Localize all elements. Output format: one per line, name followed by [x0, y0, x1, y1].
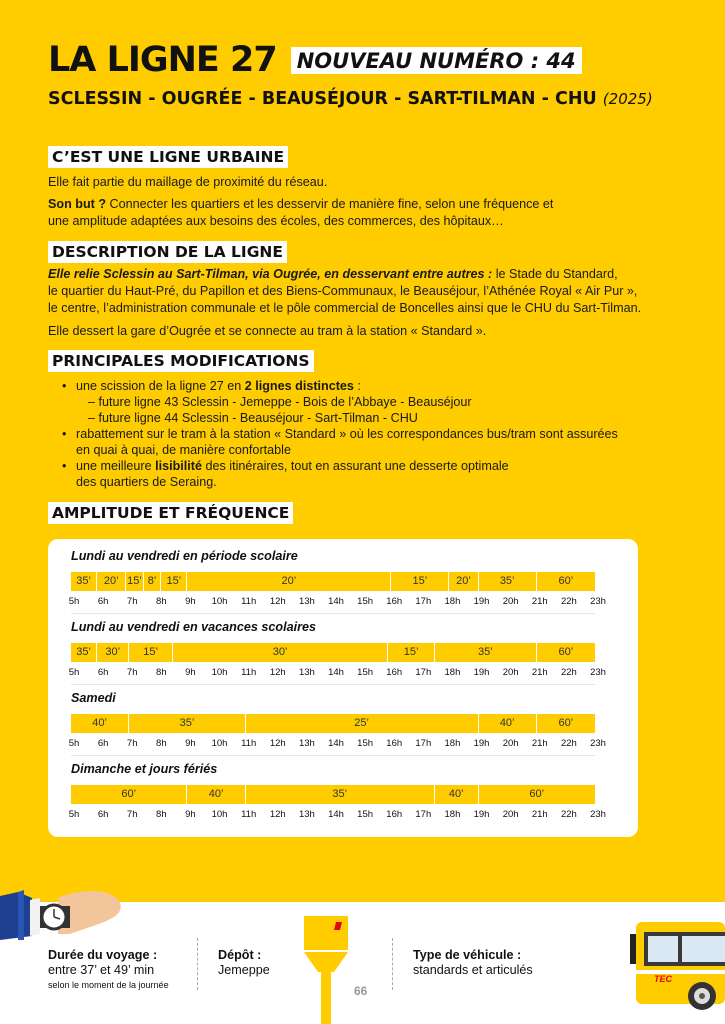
urbaine-paragraph-1: Elle fait partie du maillage de proximité du réseau. — [48, 175, 328, 189]
hour-label: 19h — [473, 738, 490, 749]
hour-label: 20h — [502, 667, 519, 678]
hour-label: 12h — [269, 738, 286, 749]
bus-icon — [630, 918, 725, 1010]
frequency-segment: 40’ — [435, 785, 479, 804]
hour-label: 9h — [185, 738, 196, 749]
frequency-segment: 60’ — [558, 717, 574, 729]
hour-label: 11h — [241, 809, 257, 820]
hour-label: 20h — [502, 596, 519, 607]
hour-label: 6h — [97, 809, 109, 820]
title-row — [48, 40, 582, 80]
hour-label: 5h — [68, 738, 80, 749]
divider — [197, 938, 198, 990]
hour-label: 12h — [269, 596, 286, 607]
frequency-segment: 8’ — [144, 572, 161, 591]
hour-label: 14h — [328, 667, 344, 678]
duree-note: selon le moment de la journée — [48, 980, 169, 990]
mod-sub-ligne-43: – future ligne 43 Sclessin - Jemeppe - Bois de l’Abbaye - Beauséjour — [88, 395, 472, 409]
frequency-segment: 40’ — [71, 714, 129, 733]
frequency-bar — [71, 785, 595, 804]
hour-label: 11h — [241, 596, 257, 607]
frequency-segment: 35’ — [129, 714, 245, 733]
hour-label: 21h — [531, 738, 548, 749]
hour-label: 23h — [590, 738, 606, 749]
frequency-segment: 35’ — [71, 572, 97, 591]
depot-label: Dépôt : — [218, 948, 262, 962]
description-paragraph-2: Elle dessert la gare d’Ougrée et se connecte au tram à la station « Standard ». — [48, 324, 487, 338]
vehicule-value: standards et articulés — [413, 963, 533, 977]
hour-label: 7h — [126, 667, 138, 678]
mod-sub-ligne-44: – future ligne 44 Sclessin - Beauséjour - Sart-Tilman - CHU — [88, 411, 418, 425]
hour-label: 17h — [415, 596, 432, 607]
hour-label: 6h — [97, 667, 109, 678]
hour-label: 13h — [298, 596, 315, 607]
description-line3: le centre, l’administration communale et le pôle commercial de Boncelles ainsi que le CHU du Sart-Tilman. — [48, 301, 642, 315]
frequency-bar — [71, 572, 595, 591]
frequency-segment: 40’ — [479, 714, 537, 733]
mod-item3-line2: des quartiers de Seraing. — [76, 475, 217, 489]
hour-label: 9h — [185, 809, 196, 820]
son-but-line2: une amplitude adaptées aux besoins des écoles, des commerces, des hôpitaux… — [48, 214, 504, 228]
hour-label: 19h — [473, 667, 490, 678]
frequency-bar — [71, 643, 595, 662]
heading-description: DESCRIPTION DE LA LIGNE — [48, 241, 287, 263]
hour-label: 17h — [415, 738, 432, 749]
mod-item1-post: : — [353, 379, 361, 393]
heading-amplitude: AMPLITUDE ET FRÉQUENCE — [48, 502, 293, 524]
hour-label: 13h — [298, 738, 315, 749]
duree-value: entre 37’ et 49’ min — [48, 963, 155, 977]
route-year: (2025) — [602, 90, 653, 108]
mod-item3-pre: une meilleure — [76, 459, 156, 473]
mod-item1-bold: 2 lignes distinctes — [244, 379, 354, 393]
hour-axis — [68, 809, 606, 821]
hour-label: 7h — [126, 809, 138, 820]
hour-label: 14h — [328, 809, 344, 820]
hour-label: 16h — [386, 809, 403, 820]
hour-label: 14h — [328, 596, 344, 607]
hour-label: 18h — [444, 809, 461, 820]
hour-label: 22h — [560, 809, 577, 820]
hour-label: 6h — [97, 596, 109, 607]
hour-label: 11h — [241, 667, 257, 678]
new-number-badge: NOUVEAU NUMÉRO : 44 — [291, 47, 582, 74]
frequency-segment: 60’ — [558, 575, 574, 587]
vehicule-label: Type de véhicule : — [413, 948, 522, 962]
list-item — [60, 378, 618, 426]
description-line1-rest: le Stade du Standard, — [492, 267, 618, 281]
hour-label: 22h — [560, 738, 577, 749]
urbaine-paragraph-2 — [48, 196, 553, 230]
hour-label: 18h — [444, 738, 461, 749]
hour-label: 23h — [590, 596, 606, 607]
hour-axis — [68, 738, 606, 750]
depot-value: Jemeppe — [218, 963, 270, 977]
hour-label: 22h — [560, 667, 577, 678]
hour-label: 15h — [357, 596, 374, 607]
son-but-label: Son but ? — [48, 197, 107, 211]
hour-label: 23h — [590, 809, 606, 820]
schedule-title: Samedi — [71, 691, 116, 705]
hour-label: 17h — [415, 667, 432, 678]
description-lead: Elle relie Sclessin au Sart-Tilman, via Ougrée, en desservant entre autres : — [48, 267, 493, 281]
divider — [71, 684, 595, 685]
hour-label: 15h — [357, 738, 374, 749]
hour-label: 9h — [185, 667, 196, 678]
hour-label: 7h — [126, 596, 138, 607]
hour-label: 21h — [531, 667, 548, 678]
frequency-segment: 60’ — [71, 785, 187, 804]
mod-item2-line2: en quai à quai, de manière confortable — [76, 443, 291, 457]
son-but-line1: Connecter les quartiers et les desservir de manière fine, selon une fréquence et — [106, 197, 554, 211]
page-number: 66 — [354, 984, 368, 998]
frequency-segment: 15’ — [129, 643, 173, 662]
hour-label: 10h — [211, 667, 228, 678]
page-title: LA LIGNE 27 — [48, 40, 277, 80]
frequency-segment: 25’ — [246, 714, 479, 733]
frequency-segment: 15’ — [391, 572, 449, 591]
divider — [71, 613, 595, 614]
heading-ligne-urbaine: C’EST UNE LIGNE URBAINE — [48, 146, 288, 168]
frequency-segment: 20’ — [97, 572, 126, 591]
frequency-segment: 30’ — [173, 643, 388, 662]
frequency-segment: 15’ — [161, 572, 187, 591]
bus-stop-sign-icon — [304, 916, 350, 1024]
hour-label: 16h — [386, 667, 403, 678]
schedule-title: Lundi au vendredi en vacances scolaires — [71, 620, 316, 634]
hour-label: 8h — [156, 738, 167, 749]
mod-item3-bold: lisibilité — [155, 459, 202, 473]
frequency-segment: 35’ — [246, 785, 435, 804]
hour-label: 17h — [415, 809, 432, 820]
hour-label: 18h — [444, 596, 461, 607]
hour-label: 13h — [298, 667, 315, 678]
frequency-segment: 20’ — [449, 572, 478, 591]
hour-label: 5h — [68, 809, 80, 820]
hour-label: 15h — [357, 809, 374, 820]
description-line2: le quartier du Haut-Pré, du Papillon et des Biens-Communaux, le Beauséjour, l’Athénée Royal « Air Pur », — [48, 284, 638, 298]
frequency-bar — [71, 714, 595, 733]
divider — [71, 755, 595, 756]
hour-label: 6h — [97, 738, 109, 749]
frequency-segment: 15’ — [126, 572, 143, 591]
modifications-list — [60, 378, 618, 490]
hour-label: 14h — [328, 738, 344, 749]
hour-label: 12h — [269, 667, 286, 678]
hour-label: 18h — [444, 667, 461, 678]
hour-label: 12h — [269, 809, 286, 820]
mod-item1-text: une scission de la ligne 27 en — [76, 379, 245, 393]
wristwatch-icon — [0, 884, 125, 946]
frequency-segment: 60’ — [558, 646, 574, 658]
frequency-segment: 40’ — [187, 785, 245, 804]
hour-axis — [68, 596, 606, 608]
hour-label: 22h — [560, 596, 577, 607]
duree-block — [48, 948, 169, 993]
frequency-segment: 20’ — [187, 572, 391, 591]
hour-label: 10h — [211, 596, 228, 607]
hour-label: 8h — [156, 809, 167, 820]
hour-label: 20h — [502, 738, 519, 749]
schedule-title: Dimanche et jours fériés — [71, 762, 218, 776]
frequency-segment: 30’ — [97, 643, 129, 662]
list-item — [60, 426, 618, 458]
hour-label: 7h — [126, 738, 138, 749]
hour-label: 21h — [531, 596, 548, 607]
list-item — [60, 458, 618, 490]
hour-label: 8h — [156, 596, 167, 607]
frequency-segment: 35’ — [479, 572, 537, 591]
route-text: SCLESSIN - OUGRÉE - BEAUSÉJOUR - SART-TILMAN - CHU — [48, 89, 597, 109]
hour-label: 5h — [68, 596, 80, 607]
hour-axis — [68, 667, 606, 679]
hour-label: 23h — [590, 667, 606, 678]
description-paragraph-1 — [48, 266, 641, 317]
schedule-title: Lundi au vendredi en période scolaire — [71, 549, 298, 563]
hour-label: 10h — [211, 809, 228, 820]
mod-item2-line1: rabattement sur le tram à la station « Standard » où les correspondances bus/tram sont assurées — [76, 427, 618, 441]
heading-modifications: PRINCIPALES MODIFICATIONS — [48, 350, 314, 372]
hour-label: 9h — [185, 596, 196, 607]
route-subtitle — [48, 89, 653, 109]
duree-label: Durée du voyage : — [48, 948, 158, 962]
hour-label: 19h — [473, 809, 490, 820]
hour-label: 21h — [531, 809, 548, 820]
frequency-segment: 60’ — [529, 788, 545, 800]
hour-label: 15h — [357, 667, 374, 678]
hour-label: 20h — [502, 809, 519, 820]
hour-label: 13h — [298, 809, 315, 820]
vehicule-block — [413, 948, 533, 978]
hour-label: 8h — [156, 667, 167, 678]
hour-label: 16h — [386, 738, 403, 749]
frequency-segment: 35’ — [435, 643, 537, 662]
hour-label: 10h — [211, 738, 228, 749]
hour-label: 16h — [386, 596, 403, 607]
frequency-segment: 15’ — [388, 643, 435, 662]
frequency-segment: 35’ — [71, 643, 97, 662]
bus-brand-text: TEC — [654, 974, 672, 984]
hour-label: 11h — [241, 738, 257, 749]
mod-item3-post: des itinéraires, tout en assurant une desserte optimale — [202, 459, 509, 473]
depot-block — [218, 948, 270, 978]
hour-label: 5h — [68, 667, 80, 678]
divider — [392, 938, 393, 990]
hour-label: 19h — [473, 596, 490, 607]
